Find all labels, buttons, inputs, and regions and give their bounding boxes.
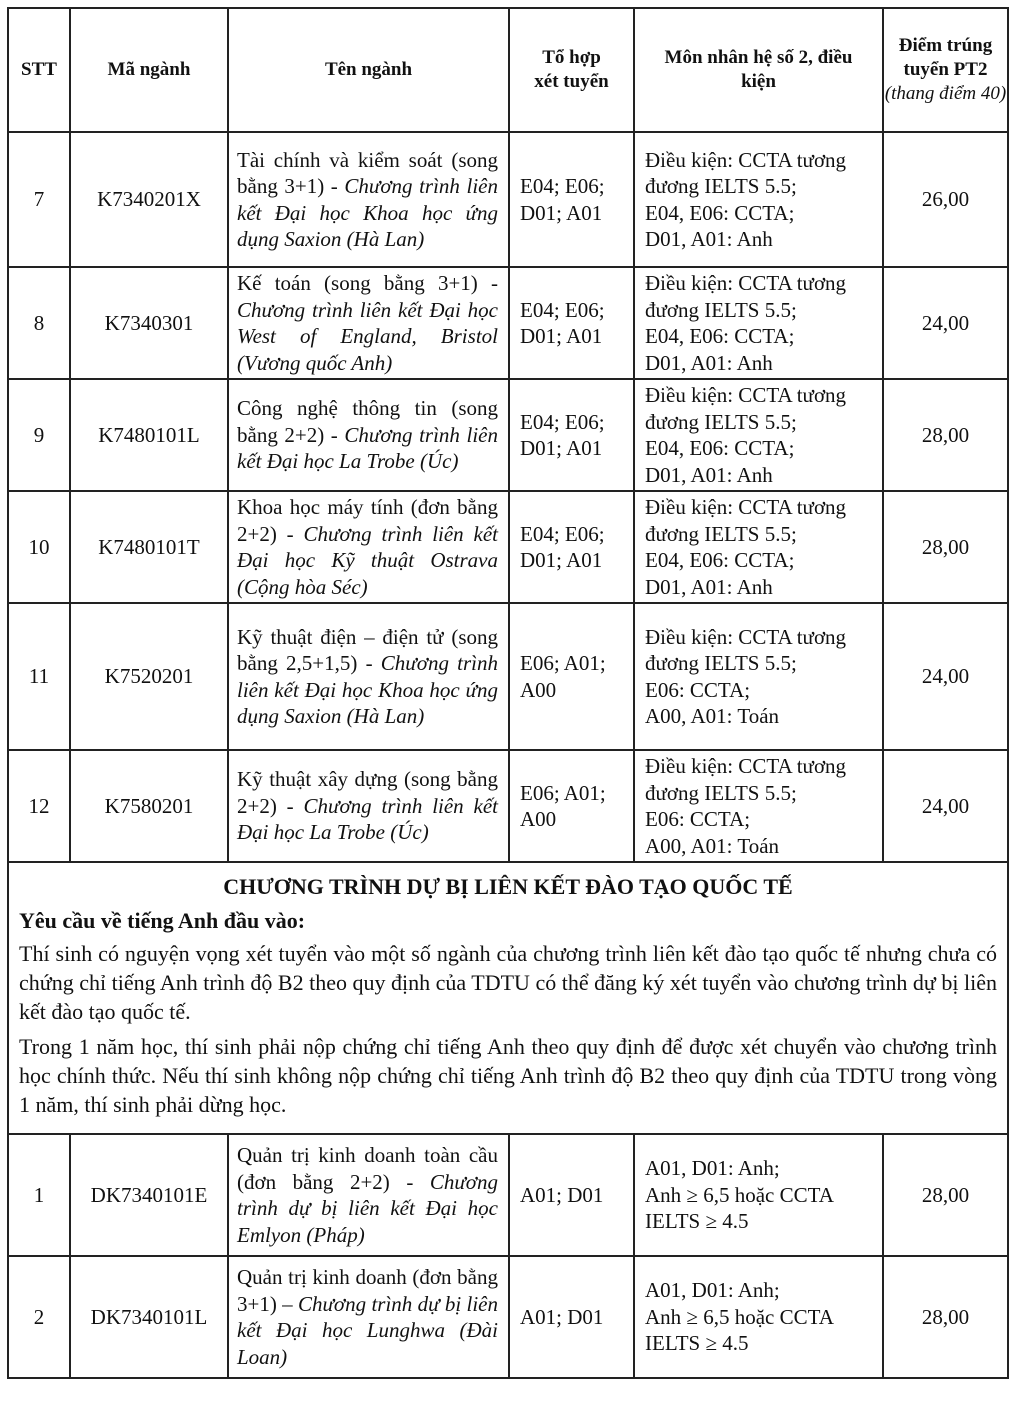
header-score-main: Điểm trúng tuyển PT2 <box>898 35 993 80</box>
condition-line: Điều kiện: CCTA tương đương IELTS 5.5; <box>645 624 847 675</box>
name-separator: – <box>276 1291 298 1316</box>
row-score: 28,00 <box>883 1134 1008 1256</box>
condition-line: D01, A01: Anh <box>645 350 773 375</box>
section-subtitle: Yêu cầu về tiếng Anh đầu vào: <box>19 908 306 933</box>
program-name: Chương trình liên kết Đại học Kỹ thuật Ostrava (Cộng hòa Séc) <box>237 521 498 599</box>
row-name <box>228 379 509 491</box>
row-combo: E06; A01; A00 <box>509 603 634 750</box>
major-name: Khoa học máy tính (đơn bằng 2+2) <box>237 495 498 546</box>
program-name: Chương trình liên kết Đại học West of England, Bristol (Vương quốc Anh) <box>237 297 498 375</box>
condition-line: Điều kiện: CCTA tương đương IELTS 5.5; <box>645 383 847 434</box>
section-paragraph-2: Trong 1 năm học, thí sinh phải nộp chứng chỉ tiếng Anh theo quy định để được xét chuyển vào chương trình học chính thức. Nếu thí sinh không nộp chứng chỉ tiếng Anh trình độ B2 theo quy định của TDTU trong vòng 1 năm, thí sinh phải dừng học. <box>19 1034 997 1117</box>
major-name: Quản trị kinh doanh (đơn bằng 3+1) <box>237 1265 498 1316</box>
name-separator: - <box>357 651 381 675</box>
header-score <box>883 8 1008 132</box>
row-stt: 2 <box>8 1256 70 1378</box>
row-name <box>228 1134 509 1256</box>
condition-line: Điều kiện: CCTA tương đương IELTS 5.5; <box>645 495 847 546</box>
program-name: Chương trình liên kết Đại học La Trobe (Úc) <box>237 422 498 474</box>
document-page <box>7 7 1007 1379</box>
row-name <box>228 603 509 750</box>
row-score: 24,00 <box>883 267 1008 379</box>
condition-line: E06: CCTA; <box>645 807 751 831</box>
row-conditions <box>634 379 883 491</box>
major-name: Công nghệ thông tin (song bằng 2+2) <box>237 396 498 447</box>
row-code: K7520201 <box>70 603 228 750</box>
condition-line: E04, E06: CCTA; <box>645 436 795 460</box>
row-conditions <box>634 267 883 379</box>
name-separator: - <box>389 1169 430 1194</box>
section-row <box>8 862 1008 1134</box>
condition-line: A01, D01: Anh; <box>645 1156 780 1181</box>
table-row <box>8 1134 1008 1256</box>
table-row <box>8 267 1008 379</box>
condition-line: E04, E06: CCTA; <box>645 200 795 225</box>
row-code: K7340301 <box>70 267 228 379</box>
row-code: DK7340101E <box>70 1134 228 1256</box>
name-separator: - <box>276 521 304 546</box>
main-rows <box>8 132 1008 862</box>
program-name: Chương trình liên kết Đại học Khoa học ứng dụng Saxion (Hà Lan) <box>237 174 498 251</box>
row-combo: E06; A01; A00 <box>509 750 634 862</box>
program-name: Chương trình dự bị liên kết Đại học Lunghwa (Đài Loan) <box>237 1291 498 1369</box>
row-stt: 11 <box>8 603 70 750</box>
name-separator: - <box>276 793 304 818</box>
row-score: 28,00 <box>883 491 1008 603</box>
header-combo-text: Tổ hợp xét tuyển <box>534 47 609 92</box>
name-separator: - <box>324 174 345 198</box>
program-name: Chương trình liên kết Đại học Khoa học ứng dụng Saxion (Hà Lan) <box>237 651 498 728</box>
row-name <box>228 750 509 862</box>
name-separator: - <box>477 271 498 295</box>
major-name: Kỹ thuật điện – điện tử (song bằng 2,5+1,5) <box>237 624 498 675</box>
condition-line: A00, A01: Toán <box>645 704 780 728</box>
condition-line: E04, E06: CCTA; <box>645 324 795 348</box>
row-code: K7480101T <box>70 491 228 603</box>
row-stt: 8 <box>8 267 70 379</box>
row-conditions <box>634 750 883 862</box>
condition-line: Anh ≥ 6,5 hoặc CCTA IELTS ≥ 4.5 <box>645 1182 833 1234</box>
row-name <box>228 1256 509 1378</box>
row-combo: A01; D01 <box>509 1134 634 1256</box>
table-row <box>8 750 1008 862</box>
condition-line: D01, A01: Anh <box>645 227 773 251</box>
table-row <box>8 132 1008 267</box>
prep-rows <box>8 1134 1008 1378</box>
row-code: K7480101L <box>70 379 228 491</box>
row-stt: 10 <box>8 491 70 603</box>
row-code: K7340201X <box>70 132 228 267</box>
row-combo: E04; E06; D01; A01 <box>509 491 634 603</box>
row-combo: E04; E06; D01; A01 <box>509 379 634 491</box>
header-code: Mã ngành <box>70 8 228 132</box>
header-subject <box>634 8 883 132</box>
row-name <box>228 267 509 379</box>
name-separator: - <box>324 422 345 447</box>
table-row <box>8 1256 1008 1378</box>
table-header-row <box>8 8 1008 132</box>
condition-line: Điều kiện: CCTA tương đương IELTS 5.5; <box>645 271 847 322</box>
section-title: CHƯƠNG TRÌNH DỰ BỊ LIÊN KẾT ĐÀO TẠO QUỐC TẾ <box>223 874 793 899</box>
row-combo: E04; E06; D01; A01 <box>509 132 634 267</box>
row-name <box>228 491 509 603</box>
row-conditions <box>634 1134 883 1256</box>
major-name: Tài chính và kiểm soát (song bằng 3+1) <box>237 147 498 198</box>
table-row <box>8 491 1008 603</box>
header-name: Tên ngành <box>228 8 509 132</box>
condition-line: E04, E06: CCTA; <box>645 548 795 572</box>
major-name: Quản trị kinh doanh toàn cầu (đơn bằng 2+2) <box>237 1143 498 1194</box>
row-stt: 1 <box>8 1134 70 1256</box>
major-name: Kỹ thuật xây dựng (song bằng 2+2) <box>237 767 498 818</box>
section-paragraph-1: Thí sinh có nguyện vọng xét tuyển vào một số ngành của chương trình liên kết đào tạo quốc tế nhưng chưa có chứng chỉ tiếng Anh trình độ B2 theo quy định của TDTU có thể đăng ký xét tuyển vào chương trình dự bị liên kết đào tạo quốc tế. <box>19 941 997 1024</box>
program-name: Chương trình dự bị liên kết Đại học Emlyon (Pháp) <box>237 1169 498 1247</box>
condition-line: D01, A01: Anh <box>645 574 773 599</box>
condition-line: Điều kiện: CCTA tương đương IELTS 5.5; <box>645 147 847 198</box>
header-score-note: (thang điểm 40) <box>884 83 1007 104</box>
row-conditions <box>634 132 883 267</box>
row-combo: A01; D01 <box>509 1256 634 1378</box>
section-cell <box>8 862 1008 1134</box>
table-row <box>8 379 1008 491</box>
row-code: K7580201 <box>70 750 228 862</box>
condition-line: D01, A01: Anh <box>645 462 773 487</box>
header-subject-text: Môn nhân hệ số 2, điều kiện <box>664 47 853 92</box>
row-stt: 12 <box>8 750 70 862</box>
condition-line: A01, D01: Anh; <box>645 1278 780 1303</box>
header-stt: STT <box>8 8 70 132</box>
condition-line: Điều kiện: CCTA tương đương IELTS 5.5; <box>645 754 847 805</box>
row-stt: 7 <box>8 132 70 267</box>
row-conditions <box>634 603 883 750</box>
admission-table <box>7 7 1009 1379</box>
header-combo <box>509 8 634 132</box>
condition-line: E06: CCTA; <box>645 677 751 702</box>
row-conditions <box>634 491 883 603</box>
row-score: 24,00 <box>883 750 1008 862</box>
row-name <box>228 132 509 267</box>
row-score: 24,00 <box>883 603 1008 750</box>
row-stt: 9 <box>8 379 70 491</box>
program-name: Chương trình liên kết Đại học La Trobe (Úc) <box>237 793 498 845</box>
major-name: Kế toán (song bằng 3+1) <box>237 271 478 295</box>
row-conditions <box>634 1256 883 1378</box>
table-row <box>8 603 1008 750</box>
condition-line: A00, A01: Toán <box>645 833 780 858</box>
row-score: 28,00 <box>883 379 1008 491</box>
condition-line: Anh ≥ 6,5 hoặc CCTA IELTS ≥ 4.5 <box>645 1304 833 1356</box>
row-combo: E04; E06; D01; A01 <box>509 267 634 379</box>
row-score: 28,00 <box>883 1256 1008 1378</box>
row-code: DK7340101L <box>70 1256 228 1378</box>
row-score: 26,00 <box>883 132 1008 267</box>
